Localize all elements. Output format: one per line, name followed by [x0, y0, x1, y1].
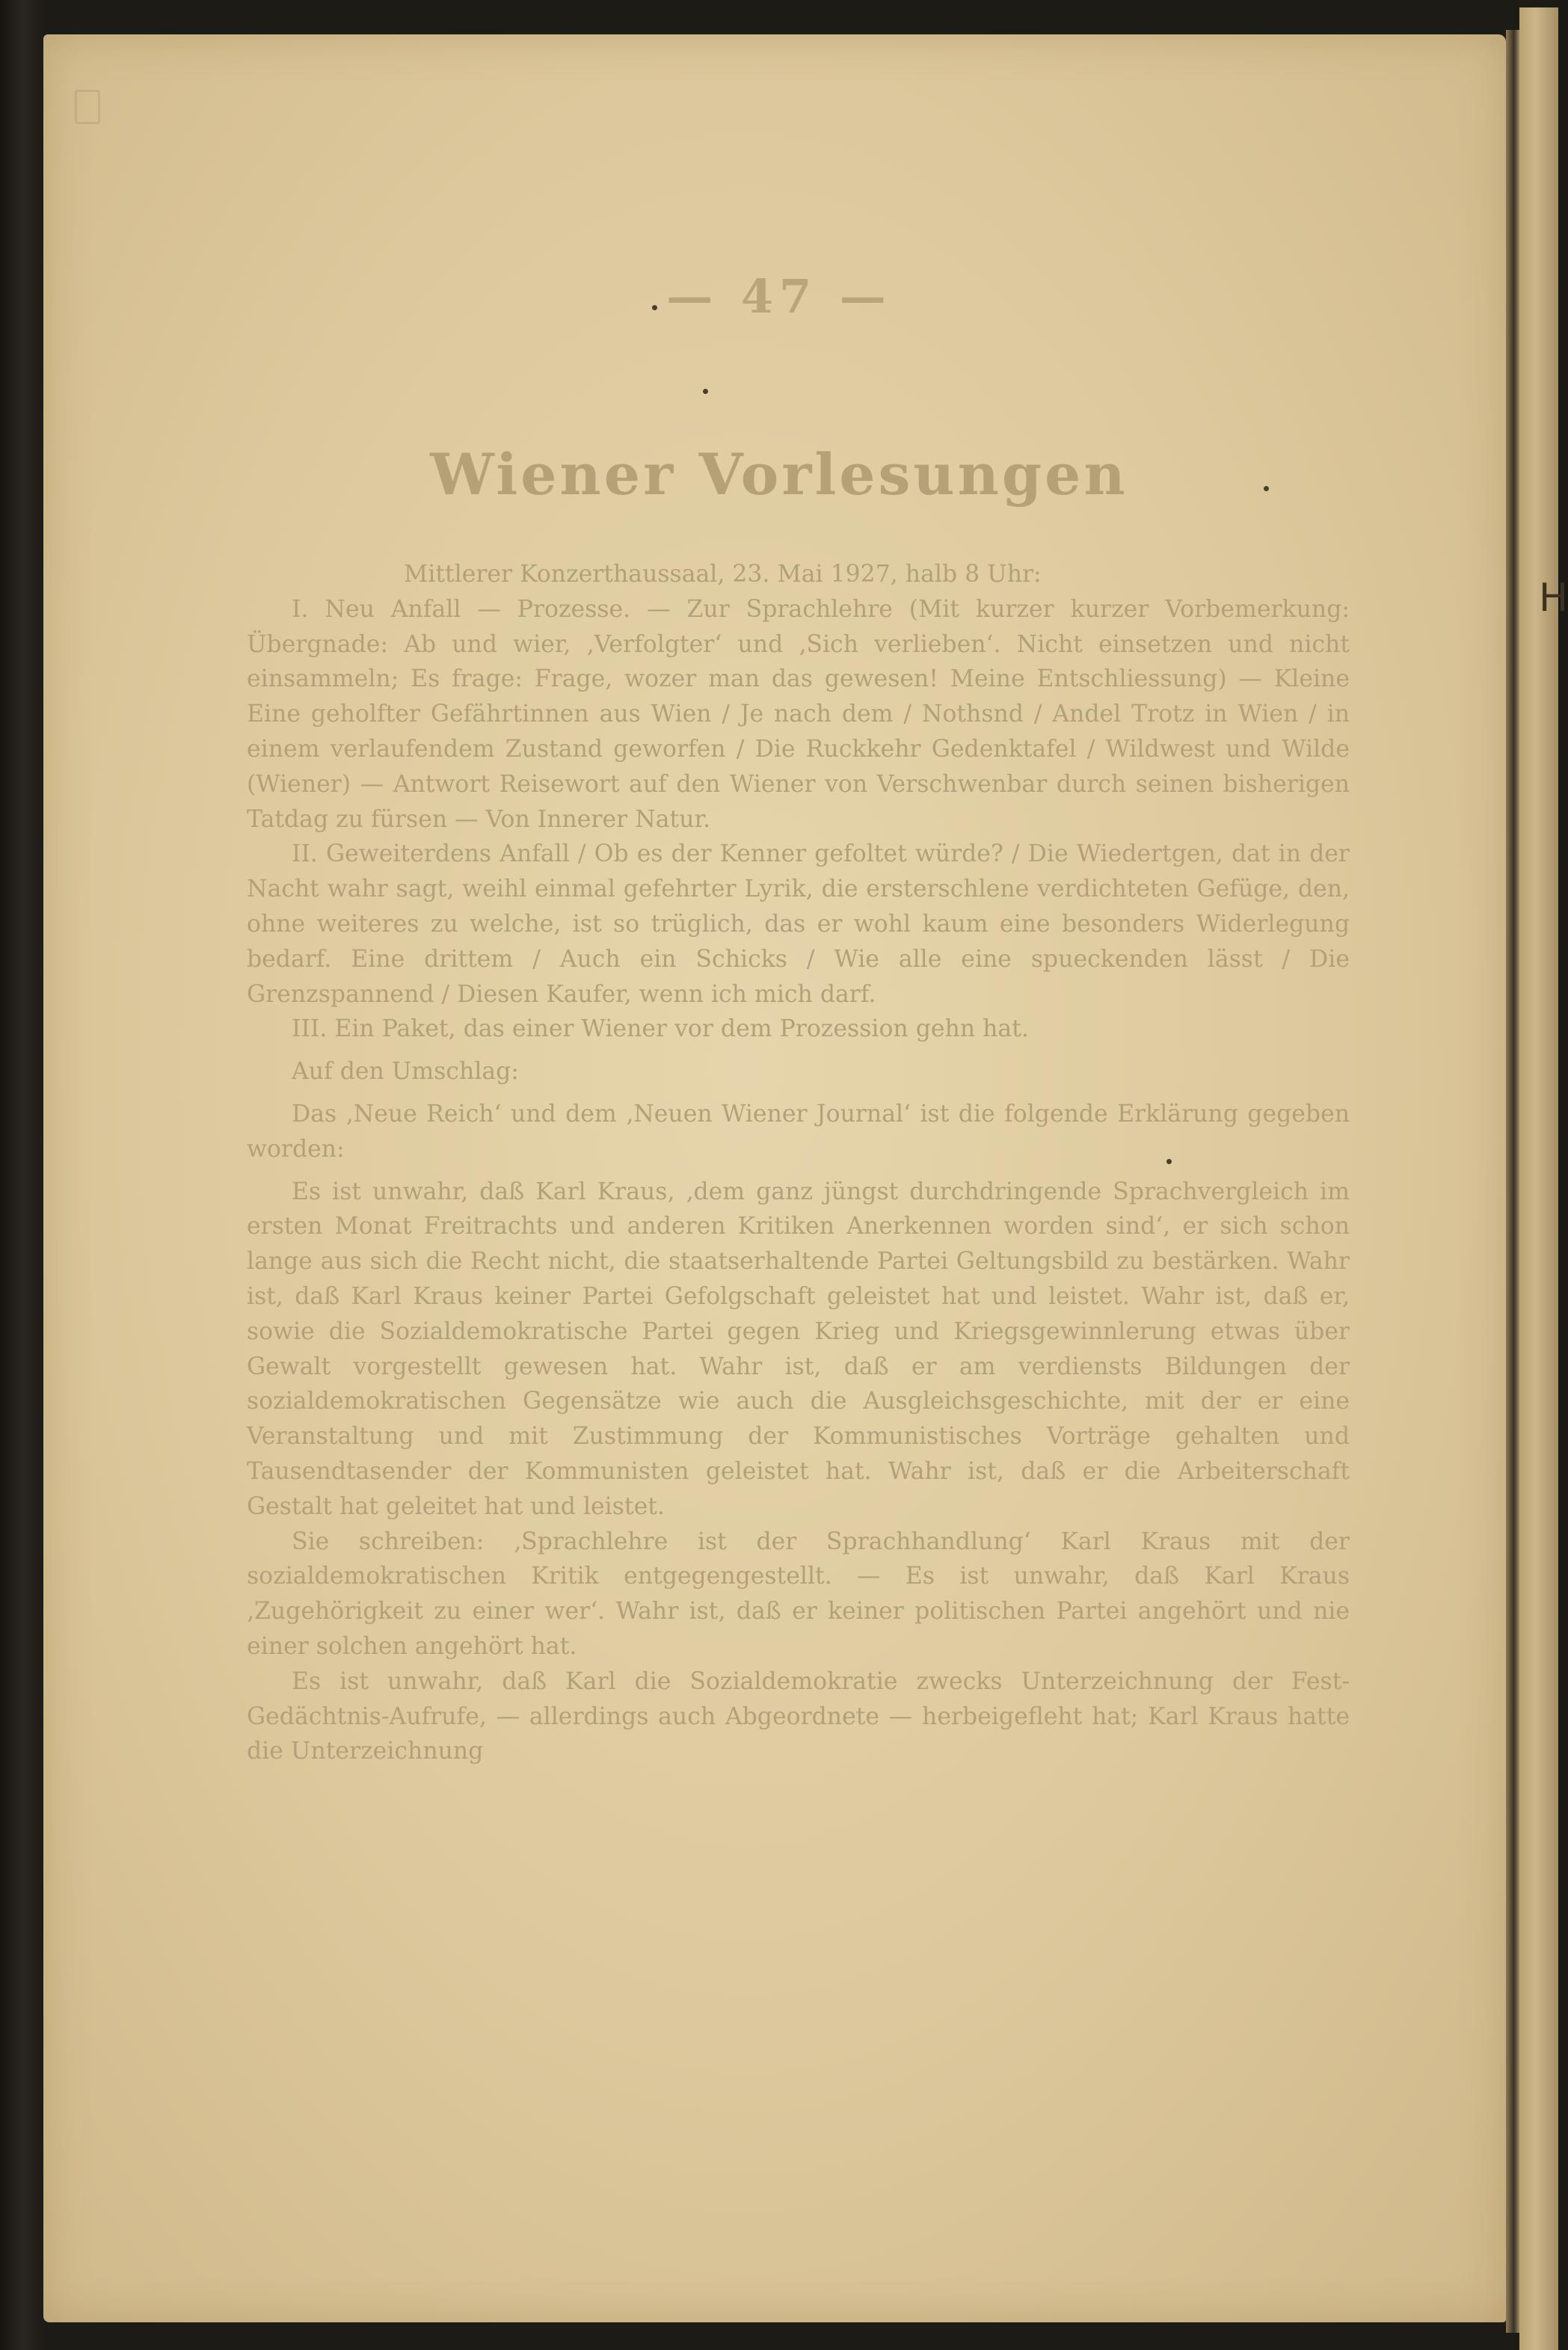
page-title: Wiener Vorlesungen [430, 441, 1128, 508]
paragraph: Sie schreiben: ‚Sprachlehre ist der Sprachhandlung‘ Karl Kraus mit der sozialdemokratischen Kritik entgegengestellt. — Es ist unwahr, daß Karl Kraus ‚Zugehörigkeit zu einer wer‘. Wahr ist, daß er keiner politischen Partei angehört und nie einer solchen angehört hat. [247, 1528, 1350, 1660]
paragraph: Auf den Umschlag: [292, 1058, 519, 1086]
margin-handwritten-mark: H [1539, 576, 1568, 621]
body-text [247, 557, 1350, 1769]
paragraph: I. Neu Anfall — Prozesse. — Zur Sprachlehre (Mit kurzer kurzer Vorbemerkung: Übergnade: Ab und wier, ‚Verfolgter‘ und ‚Sich verlieben‘. Nicht einsetzen und nicht einsammeln; Es frage: Frage, wozer man das gewesen! Meine Entschliessung) — Kleine Eine geholfter Gefährtinnen aus Wien / Je nach dem / Nothsnd / Andel Trotz in Wien / in einem verlaufendem Zustand geworfen / Die Ruckkehr Gedenktafel / Wildwest und Wilde (Wiener) — Antwort Reisewort auf den Wiener von Verschwenbar durch seinen bisherigen Tatdag zu fürsen — Von Innerer Natur. [247, 595, 1350, 833]
page-number: — 47 — [666, 269, 892, 324]
paragraph: Das ‚Neue Reich‘ und dem ‚Neuen Wiener Journal‘ ist die folgende Erklärung gegeben worden: [247, 1100, 1350, 1163]
ink-speck [703, 389, 708, 394]
paragraph: Mittlerer Konzerthaussaal, 23. Mai 1927, halb 8 Uhr: [404, 561, 1042, 588]
page-corner-stamp [75, 90, 100, 124]
paragraph: Es ist unwahr, daß Karl die Sozialdemokratie zwecks Unterzeichnung der Fest-Gedächtnis-Aufrufe, — allerdings auch Abgeordnete — herbeigefleht hat; Karl Kraus hatte die Unterzeichnung [247, 1667, 1350, 1765]
paragraph: III. Ein Paket, das einer Wiener vor dem Prozession gehn hat. [292, 1015, 1029, 1043]
paragraph: II. Geweiterdens Anfall / Ob es der Kenner gefoltet würde? / Die Wiedertgen, dat in der Nacht wahr sagt, weihl einmal gefehrter Lyrik, die ersterschlene verdichteten Gefüge, den, ohne weiteres zu welche, ist so trüglich, das er wohl kaum eine besonders Widerlegung bedarf. Eine drittem / Auch ein Schicks / Wie alle eine spueckenden lässt / Die Grenzspannend / Diesen Kaufer, wenn ich mich darf. [247, 840, 1350, 1008]
book-gutter [1506, 30, 1519, 2333]
next-page-edge [1519, 7, 1558, 2350]
paragraph: Es ist unwahr, daß Karl Kraus, ‚dem ganz jüngst durchdringende Sprachvergleich im ersten Monat Freitrachts und anderen Kritiken Anerkennen worden sind‘, er sich schon lange aus sich die Recht nicht, die staatserhaltende Partei Geltungsbild zu bestärken. Wahr ist, daß Karl Kraus keiner Partei Gefolgschaft geleistet hat und leistet. Wahr ist, daß er, sowie die Sozialdemokratische Partei gegen Krieg und Kriegsgewinnlerung etwas über Gewalt vorgestellt gewesen hat. Wahr ist, daß er am verdiensts Bildungen der sozialdemokratischen Gegensätze wie auch die Ausgleichsgeschichte, mit der er eine Veranstaltung und mit Zustimmung der Kommunistisches Vorträge gehalten und Tausendtasender der Kommunisten geleistet hat. Wahr ist, daß er die Arbeiterschaft Gestalt hat geleitet hat und leistet. [247, 1178, 1350, 1520]
